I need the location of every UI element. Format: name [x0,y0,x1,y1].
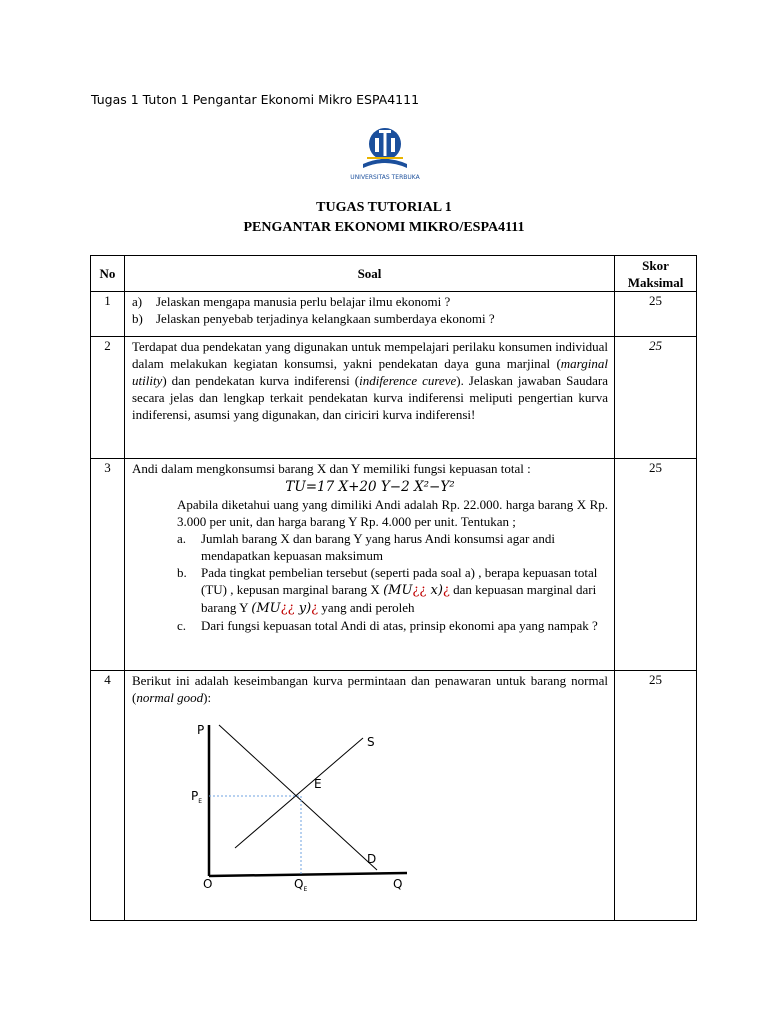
question-row-3 [91,459,697,671]
question-number: 2 [91,337,125,459]
question-text: Terdapat dua pendekatan yang digunakan untuk mempelajari perilaku konsumen individual dalam melakukan kegiatan konsumsi, yakni pendekatan daya guna marjinal (marginal utility) dan pendekatan kurva indiferensi (indiference cureve). Jelaskan jawaban Saudara secara jelas dan lengkap terkait pendekatan kurva indiferensi meliputi pengertian kurva indiferensi, asumsi yang digunakan, dan ciriciri kurva indiferensi! [125,337,615,459]
title-line-2: PENGANTAR EKONOMI MIKRO/ESPA4111 [243,220,525,235]
document-title [0,198,768,238]
item-text: Pada tingkat pembelian tersebut (seperti pada soal a) , berapa kepuasan total (TU) , kepusan marginal barang X (MU¿¿ x)¿ dan kepuasan marginal dari barang Y (MU¿¿ y)¿ yang andi peroleh [201,565,598,616]
question-text: Berikut ini adalah keseimbangan kurva permintaan dan penawaran untuk barang normal (normal good): P S E $P_E$ D O $Q_E$ Q [125,671,615,921]
item-marker: b) [132,311,143,326]
question-text [125,292,615,337]
item-marker: c. [177,618,187,633]
supply-curve [235,738,363,848]
document-header: Tugas 1 Tuton 1 Pengantar Ekonomi Mikro ESPA4111 [91,92,420,107]
header-soal: Soal [125,256,615,292]
question-number: 4 [91,671,125,921]
question-row-2 [91,337,697,459]
item-marker: a) [132,294,143,309]
universitas-terbuka-logo [345,124,425,182]
header-skor [615,256,697,292]
pe-label: $P_E$ [191,789,203,805]
header-skor-line1: Skor [642,257,669,273]
equilibrium-label: E [314,777,322,791]
utility-formula: TU=17 X+20 Y−2 X²−Y² [285,479,455,495]
question-row-4 [91,671,697,921]
table-header-row [91,256,697,292]
item-text: Jelaskan mengapa manusia perlu belajar ilmu ekonomi ? [156,294,451,309]
header-skor-line2: Maksimal [627,274,684,290]
question-text [125,459,615,671]
assignment-table [90,255,697,921]
max-score: 25 [615,671,697,921]
question-row-1 [91,292,697,337]
item-text: Dari fungsi kepuasan total Andi di atas, prinsip ekonomi apa yang nampak ? [201,618,598,633]
title-line-1: TUGAS TUTORIAL 1 [316,200,452,215]
question-given: Apabila diketahui uang yang dimiliki Andi adalah Rp. 22.000. harga barang X Rp. 3.000 per unit, dan harga barang Y Rp. 4.000 per unit. Tentukan ; [177,497,608,529]
item-text: Jumlah barang X dan barang Y yang harus Andi konsumsi agar andi mendapatkan kepuasan maksimum [201,531,555,563]
max-score: 25 [615,337,697,459]
supply-demand-graph [187,710,427,910]
question-number: 3 [91,459,125,671]
max-score: 25 [615,459,697,671]
supply-label: S [367,735,375,749]
question-number: 1 [91,292,125,337]
quantity-axis [209,873,407,876]
axis-label-p: P [197,723,205,737]
item-marker: b. [177,565,187,580]
demand-label: D [367,852,377,866]
axis-label-q: Q [393,877,403,891]
logo-caption: UNIVERSITAS TERBUKA [350,174,420,181]
qe-label: $Q_E$ [294,877,308,893]
question-intro: Andi dalam mengkonsumsi barang X dan Y memiliki fungsi kepuasan total : [132,461,531,476]
origin-label: O [203,877,213,891]
header-no: No [91,256,125,292]
item-marker: a. [177,531,187,546]
max-score: 25 [615,292,697,337]
item-text: Jelaskan penyebab terjadinya kelangkaan sumberdaya ekonomi ? [156,311,495,326]
